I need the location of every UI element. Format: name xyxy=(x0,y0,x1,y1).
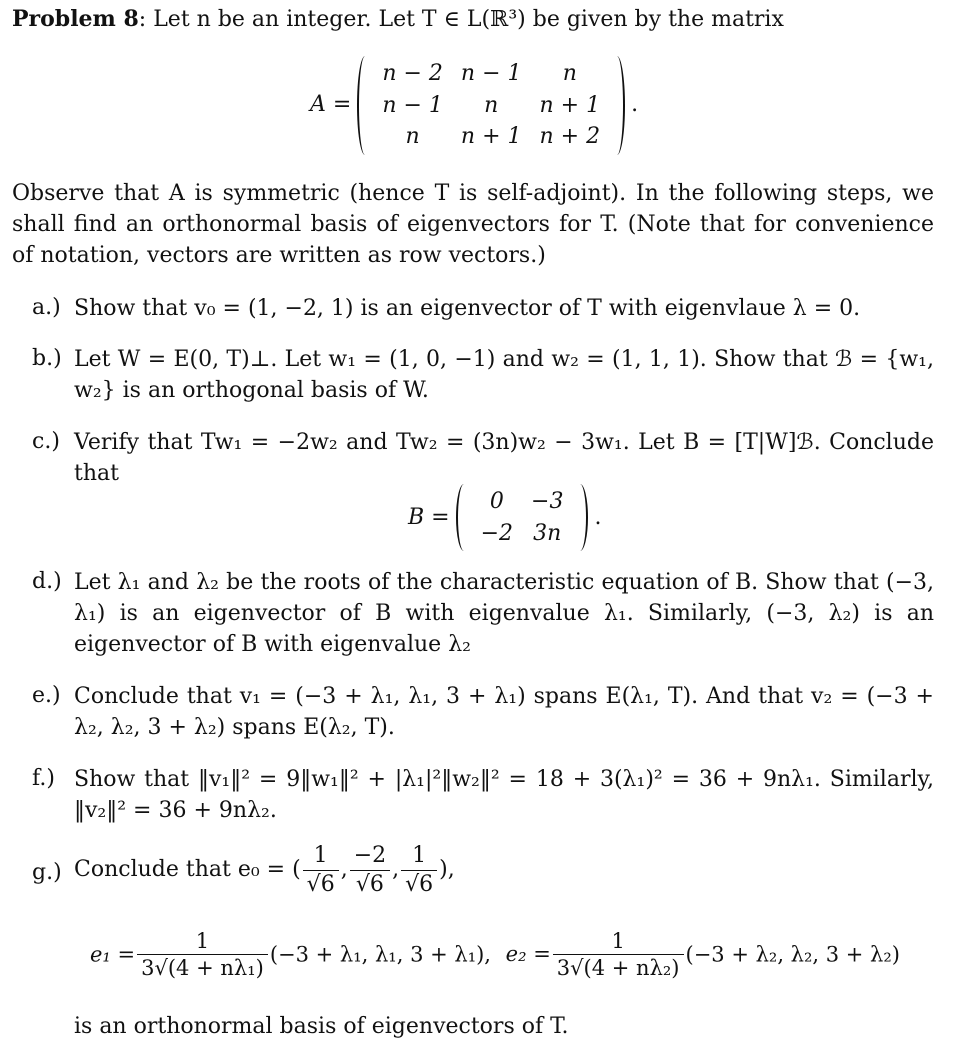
matrix-cell: n − 2 xyxy=(382,61,443,86)
e0-frac-1 xyxy=(303,842,339,898)
e2-frac xyxy=(553,928,684,982)
matrix-cell: 3n xyxy=(533,520,562,546)
problem-intro: : Let n be an integer. Let T ∈ L(ℝ³) be given by the matrix xyxy=(138,7,784,32)
matrix-cell: n + 2 xyxy=(539,124,601,150)
step-f-label: f.) xyxy=(32,766,55,791)
left-paren xyxy=(357,56,373,155)
step-g-e0: Conclude that e₀ = ( $\frac{1}{√6}$ , $\frac{-2}{√6}$ , $\frac{1}{√6}$ ), xyxy=(74,843,455,897)
matrix-a-end: . xyxy=(631,92,639,118)
matrix-a-name: A = xyxy=(310,92,352,118)
frac-den: √6 xyxy=(401,870,437,899)
problem-label: Problem 8 xyxy=(12,6,139,32)
frac-num: −2 xyxy=(353,843,387,868)
step-f-text: Show that ‖v₁‖² = 9‖w₁‖² + |λ₁|²‖w₂‖² = 18 + 3(λ₁)² = 36 + 9nλ₁. Similarly, ‖v₂‖² = 36 + 9nλ₂. xyxy=(74,767,934,823)
e2-lhs: e₂ = xyxy=(505,942,551,967)
step-c-label: c.) xyxy=(32,429,60,454)
matrix-cell: n xyxy=(484,92,499,118)
matrix-row xyxy=(373,58,609,90)
step-a-label: a.) xyxy=(32,295,61,320)
e1-lhs: e₁ = xyxy=(90,942,136,967)
step-d-text: Let λ₁ and λ₂ be the roots of the characteristic equation of B. Show that (−3, λ₁) is an eigenvector of B with eigenvalue λ₁. Similarly, (−3, λ₂) is an eigenvector of B with eigenvalue λ₂ xyxy=(74,570,934,657)
step-b-label: b.) xyxy=(32,346,62,371)
step-g-label: g.) xyxy=(32,860,62,885)
matrix-a xyxy=(357,58,625,153)
matrix-cell: n + 1 xyxy=(460,124,522,150)
e0-frac-3 xyxy=(401,842,437,898)
matrix-a-display xyxy=(310,58,638,153)
step-e-text: Conclude that v₁ = (−3 + λ₁, λ₁, 3 + λ₁) spans E(λ₁, T). And that v₂ = (−3 + λ₂, λ₂, 3 + λ₂) spans E(λ₂, T). xyxy=(74,684,934,740)
matrix-cell: −2 xyxy=(480,520,514,546)
matrix-b-end: . xyxy=(594,504,602,530)
right-paren xyxy=(572,484,588,551)
matrix-cell: −3 xyxy=(531,489,564,514)
right-paren xyxy=(609,56,625,155)
e0-frac-2 xyxy=(350,842,390,898)
step-c-text: Verify that Tw₁ = −2w₂ and Tw₂ = (3n)w₂ − 3w₁. Let B = [T|W]ℬ. Conclude that xyxy=(74,430,934,486)
matrix-row xyxy=(373,121,609,153)
matrix-b-display xyxy=(408,486,601,549)
frac-num: 1 xyxy=(313,843,328,868)
matrix-b-name: B = xyxy=(408,504,450,530)
step-b-text: Let W = E(0, T)⊥. Let w₁ = (1, 0, −1) and w₂ = (1, 1, 1). Show that ℬ = {w₁, w₂} is an orthogonal basis of W. xyxy=(74,347,934,403)
frac-num: 1 xyxy=(195,929,210,953)
step-e-label: e.) xyxy=(32,683,61,708)
step-a-text: Show that v₀ = (1, −2, 1) is an eigenvector of T with eigenvlaue λ = 0. xyxy=(74,296,861,321)
matrix-row xyxy=(472,486,573,518)
frac-den: 3√(4 + nλ₁) xyxy=(137,954,268,981)
closing-text: is an orthonormal basis of eigenvectors of T. xyxy=(74,1014,569,1039)
matrix-row xyxy=(472,518,573,550)
step-d-label: d.) xyxy=(32,569,62,594)
frac-den: 3√(4 + nλ₂) xyxy=(553,954,684,981)
problem-statement xyxy=(12,4,962,35)
left-paren xyxy=(456,484,472,551)
matrix-b xyxy=(456,486,589,549)
e0-end: ), xyxy=(439,856,455,882)
matrix-row xyxy=(373,90,609,122)
matrix-cell: n xyxy=(405,124,420,150)
e2-vec: (−3 + λ₂, λ₂, 3 + λ₂) xyxy=(685,942,900,967)
step-g-text: Conclude that e₀ = ( xyxy=(74,856,301,882)
frac-num: 1 xyxy=(412,843,427,868)
frac-num: 1 xyxy=(611,929,625,953)
frac-den: √6 xyxy=(350,870,390,899)
step-g-e1-e2 xyxy=(90,928,900,982)
e1-frac xyxy=(137,928,268,982)
frac-den: √6 xyxy=(303,870,339,899)
matrix-cell: n + 1 xyxy=(539,92,601,118)
matrix-cell: n − 1 xyxy=(460,61,522,86)
e1-vec: (−3 + λ₁, λ₁, 3 + λ₁), xyxy=(269,942,491,967)
matrix-cell: n xyxy=(562,61,577,86)
observe-paragraph: Observe that A is symmetric (hence T is self-adjoint). In the following steps, we shall find an orthonormal basis of eigenvectors for T. (Note that for convenience of notation, vectors are written as row vectors.) xyxy=(12,181,934,268)
matrix-cell: 0 xyxy=(489,489,504,514)
matrix-cell: n − 1 xyxy=(382,92,443,118)
